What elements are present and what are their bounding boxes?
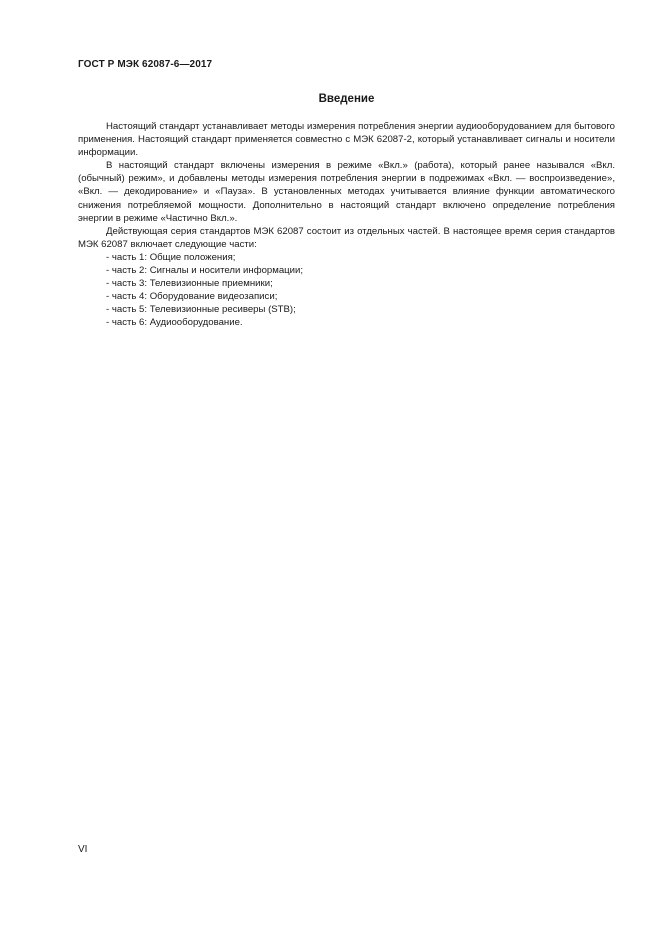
list-item: - часть 3: Телевизионные приемники;	[106, 278, 273, 290]
list-item: - часть 4: Оборудование видеозаписи;	[106, 291, 278, 303]
parts-list	[78, 251, 615, 330]
page-number: VI	[78, 844, 88, 855]
list-item: - часть 5: Телевизионные ресиверы (STB);	[106, 304, 296, 316]
list-item: - часть 1: Общие положения;	[106, 251, 236, 263]
document-body	[78, 120, 615, 330]
paragraph-intro: Настоящий стандарт устанавливает методы измерения потребления энергии аудиооборудованием для бытового применения. Настоящий стандарт применяется совместно с МЭК 62087-2, который устанавливает сигналы и носители информации.	[78, 121, 615, 159]
list-item: - часть 6: Аудиооборудование.	[106, 317, 243, 329]
document-header: ГОСТ Р МЭК 62087-6—2017	[78, 59, 213, 70]
paragraph-series: Действующая серия стандартов МЭК 62087 состоит из отдельных частей. В настоящее время серия стандартов МЭК 62087 включает следующие части:	[78, 225, 615, 250]
section-title: Введение	[318, 93, 375, 105]
paragraph-modes: В настоящий стандарт включены измерения в режиме «Вкл.» (работа), который ранее назывался «Вкл.(обычный) режим», и добавлены методы измерения потребления энергии в подрежимах «Вкл. — воспроизведение», «Вкл. — декодирование» и «Пауза». В установленных методах учитывается влияние функции автоматического снижения потребляемой мощности. Дополнительно в настоящий стандарт включено определение потребления энергии в режиме «Частично Вкл.».	[78, 160, 615, 224]
list-item: - часть 2: Сигналы и носители информации;	[106, 265, 304, 277]
